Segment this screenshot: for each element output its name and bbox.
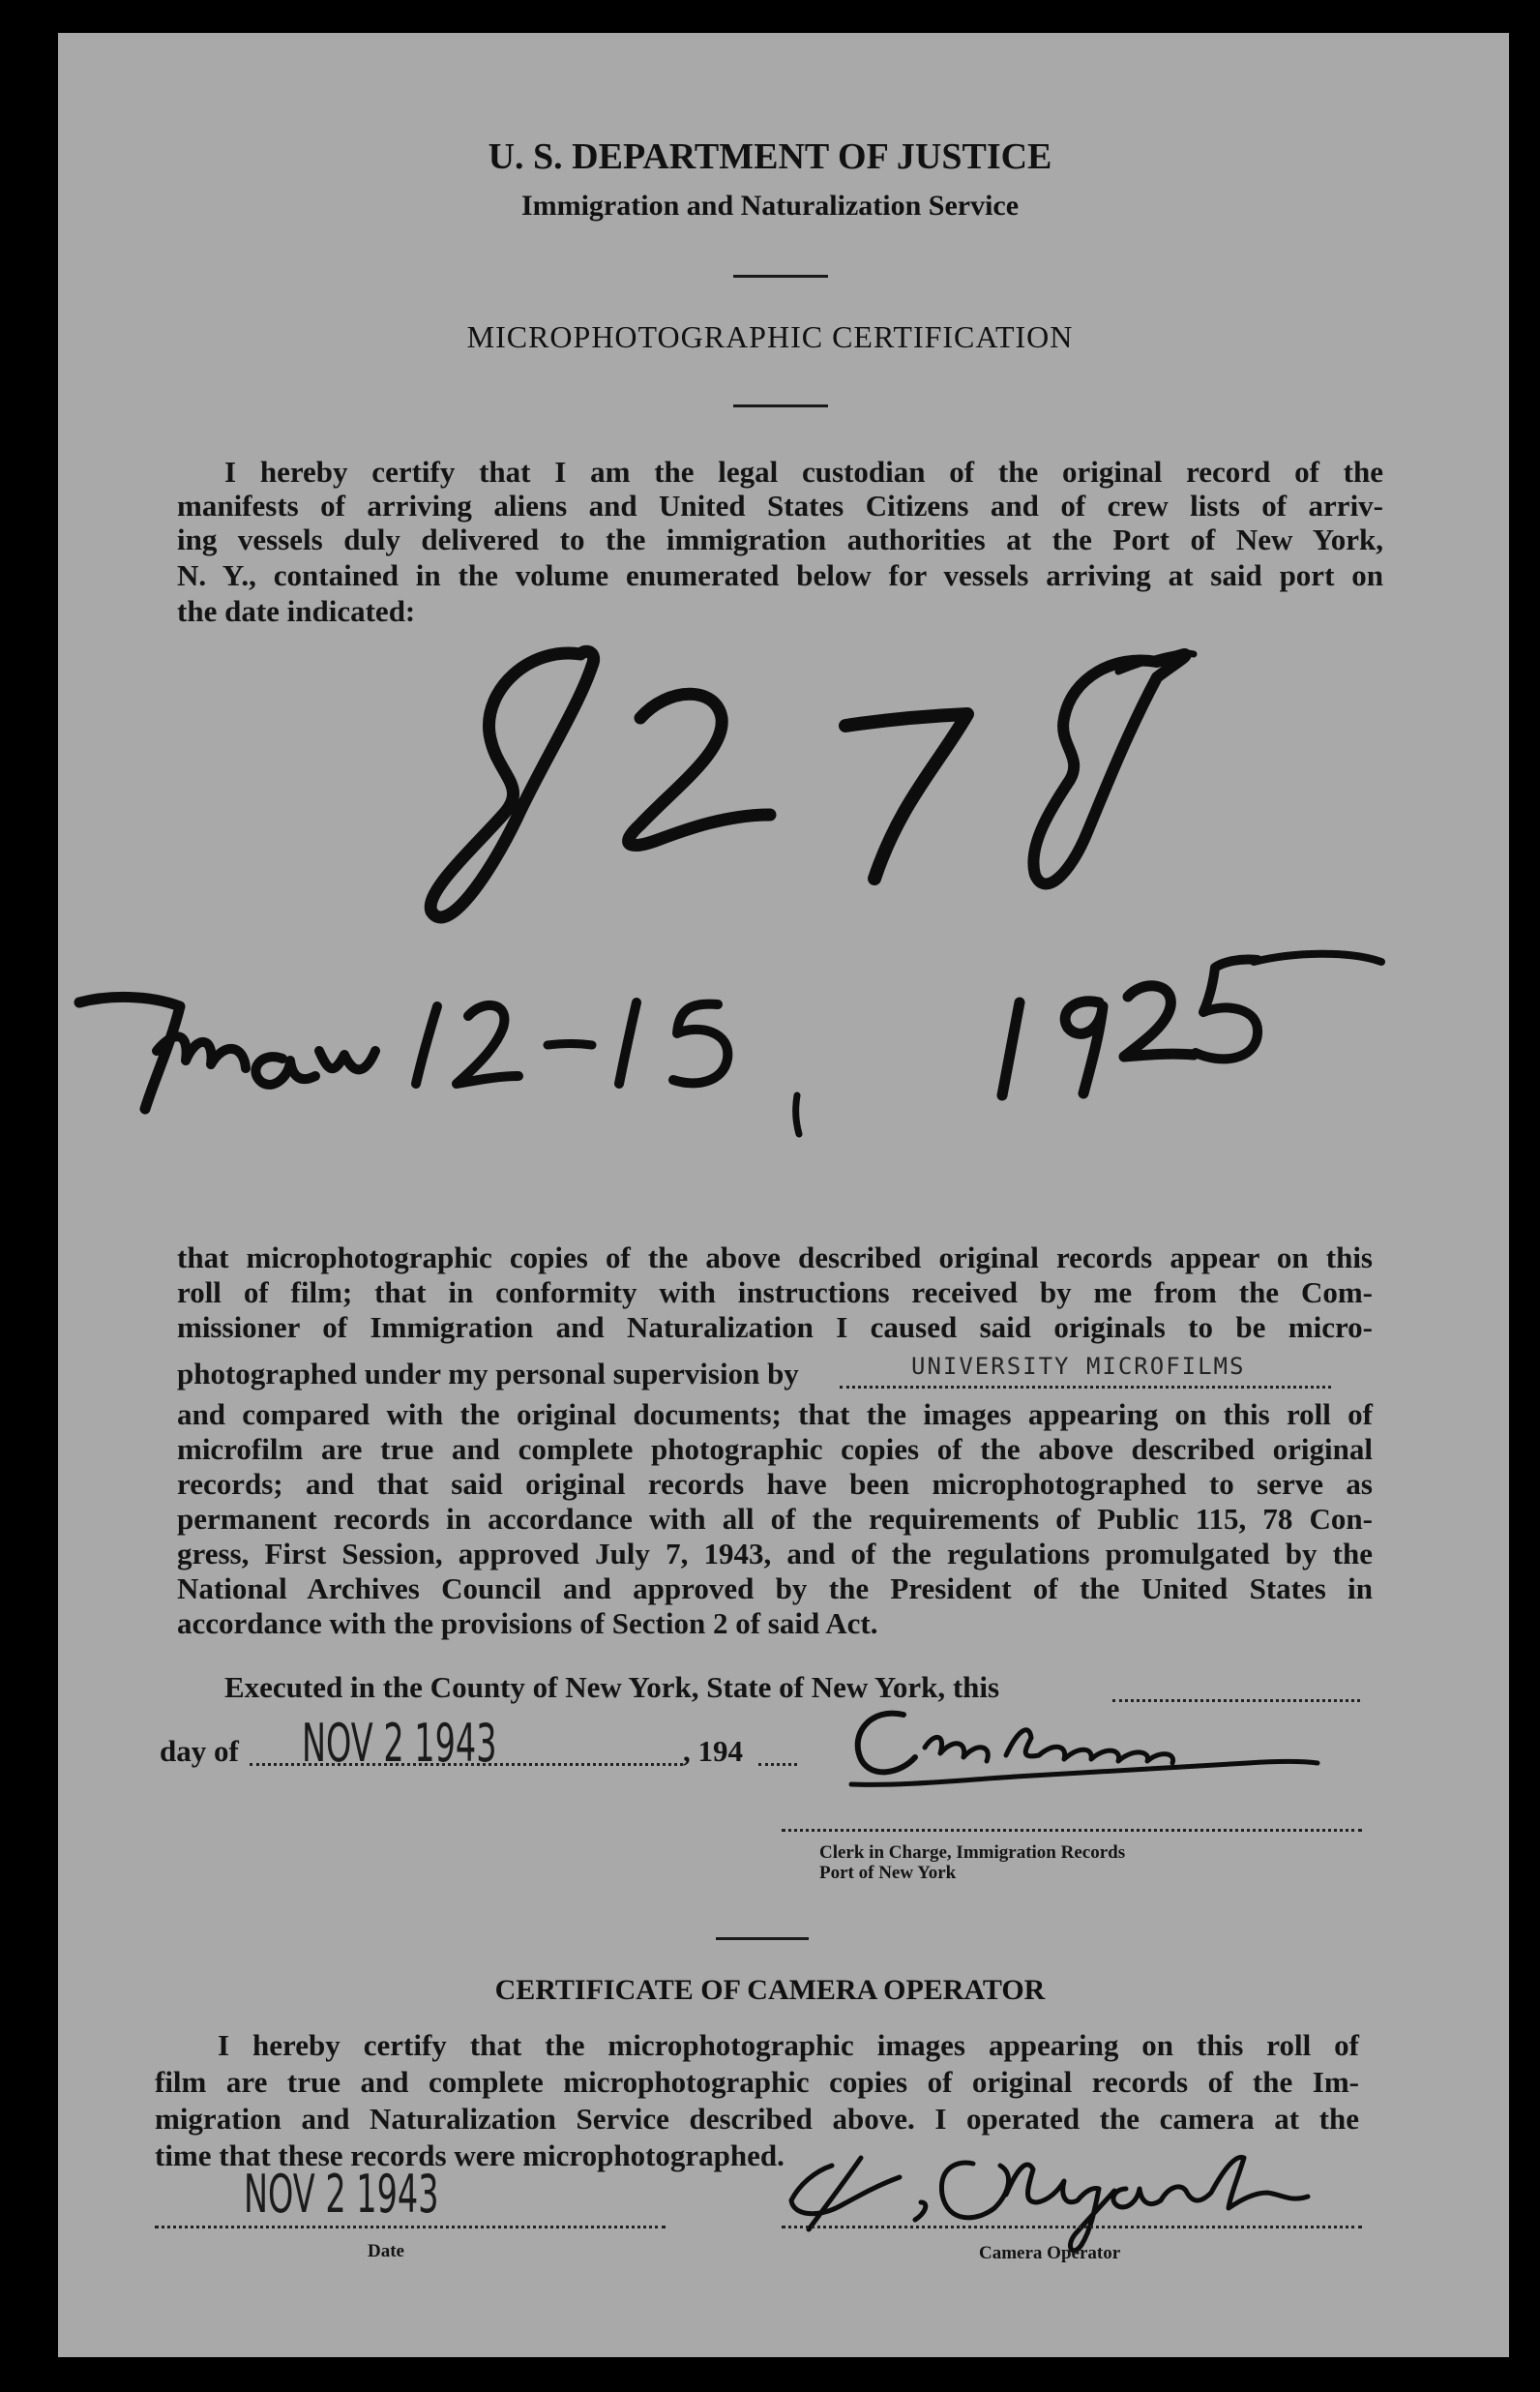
body-line-5: microfilm are true and complete photographic copies of the above described original [177,1432,1373,1466]
body-line-7: permanent records in accordance with all of the requirements of Public 115, 78 Con- [177,1502,1373,1536]
certification-line-5: the date indicated: [177,594,416,628]
clerk-title: Clerk in Charge, Immigration Records [819,1842,1126,1863]
supervision-by-label: photographed under my personal supervision by [177,1357,799,1390]
camera-line-4: time that these records were microphotographed. [155,2138,785,2172]
certification-title: MICROPHOTOGRAPHIC CERTIFICATION [466,319,1074,354]
certification-line-1: I hereby certify that I am the legal custodian of the original record of the [224,455,1383,489]
certification-line-2: manifests of arriving aliens and United States Citizens and of crew lists of arriv- [177,489,1383,523]
year-suffix: , 194 [683,1734,743,1768]
camera-date-stamp: NOV 2 1943 [244,2164,439,2225]
camera-line-2: film are true and complete microphotographic copies of original records of the Im- [155,2065,1359,2099]
body-line-1: that microphotographic copies of the above described original records appear on this [177,1241,1373,1274]
department-heading: U. S. DEPARTMENT OF JUSTICE [488,136,1052,177]
microfilm-company-stamp: UNIVERSITY MICROFILMS [911,1353,1246,1380]
certification-line-3: ing vessels duly delivered to the immigration authorities at the Port of New York, [177,523,1383,556]
executed-line: Executed in the County of New York, State of New York, this [224,1670,1000,1704]
camera-line-3: migration and Naturalization Service described above. I operated the camera at the [155,2102,1359,2136]
body-line-10: accordance with the provisions of Section 2 of said Act. [177,1606,878,1640]
certification-line-4: N. Y., contained in the volume enumerated below for vessels arriving at said port on [177,558,1383,592]
body-line-9: National Archives Council and approved by the President of the United States in [177,1571,1373,1605]
camera-date-label: Date [368,2241,404,2261]
day-of-label: day of [160,1734,239,1768]
camera-line-1: I hereby certify that the microphotographic images appearing on this roll of [218,2028,1359,2062]
service-subheading: Immigration and Naturalization Service [520,190,1020,222]
body-line-2: roll of film; that in conformity with instructions received by me from the Com- [177,1275,1373,1309]
execution-date-stamp: NOV 2 1943 [302,1713,497,1774]
clerk-port: Port of New York [819,1863,957,1883]
body-line-4: and compared with the original documents; that the images appearing on this roll of [177,1397,1373,1431]
camera-operator-label: Camera Operator [979,2243,1121,2263]
body-line-3: missioner of Immigration and Naturalization I caused said originals to be micro- [177,1310,1373,1344]
camera-operator-title: CERTIFICATE OF CAMERA OPERATOR [494,1974,1046,2006]
body-line-6: records; and that said original records have been microphotographed to serve as [177,1467,1373,1501]
camera-operator-line [782,2226,1362,2228]
body-line-8: gress, First Session, approved July 7, 1943, and of the regulations promulgated by the [177,1537,1373,1570]
